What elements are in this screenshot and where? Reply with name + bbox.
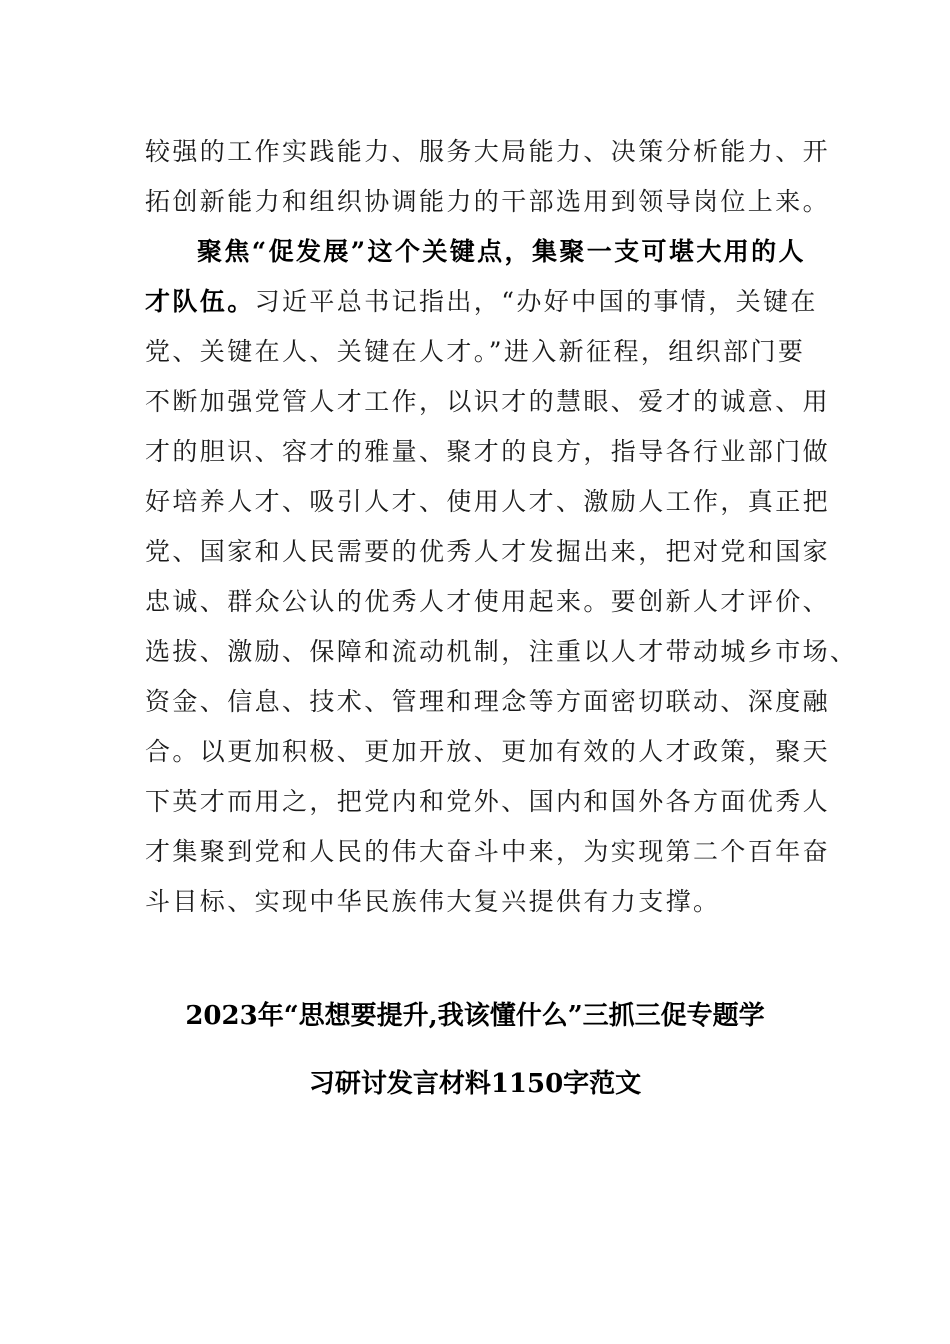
paragraph-line: 选拔、激励、保障和流动机制，注重以人才带动城乡市场、 (145, 637, 858, 666)
paragraph-line: 斗目标、实现中华民族伟大复兴提供有力支撑。 (145, 887, 721, 916)
paragraph-line: 才集聚到党和人民的伟大奋斗中来，为实现第二个百年奋 (145, 837, 831, 866)
paragraph-line: 党、国家和人民需要的优秀人才发掘出来，把对党和国家 (145, 537, 831, 566)
paragraph-line: 较强的工作实践能力、服务大局能力、决策分析能力、开 (145, 137, 831, 166)
paragraph-line: 资金、信息、技术、管理和理念等方面密切联动、深度融 (145, 687, 831, 716)
paragraph-line (145, 277, 825, 327)
paragraph-text: 习近平总书记指出，“办好中国的事情，关键在 (254, 287, 818, 316)
paragraph-line: 下英才而用之，把党内和党外、国内和国外各方面优秀人 (145, 787, 831, 816)
paragraph-line: 好培养人才、吸引人才、使用人才、激励人工作，真正把 (145, 487, 831, 516)
paragraph-line: 拓创新能力和组织协调能力的干部选用到领导岗位上来。 (145, 187, 831, 216)
document-title-line-2: 习研讨发言材料1150字范文 (308, 1069, 642, 1099)
section-heading: 聚焦“促发展”这个关键点，集聚一支可堪大用的人 (197, 237, 806, 266)
paragraph-line: 不断加强党管人才工作，以识才的慧眼、爱才的诚意、用 (145, 387, 831, 416)
body-text (145, 127, 858, 927)
paragraph-line: 忠诚、群众公认的优秀人才使用起来。要创新人才评价、 (145, 587, 831, 616)
paragraph-line: 合。以更加积极、更加开放、更加有效的人才政策，聚天 (145, 737, 831, 766)
document-title-line-1: 2023年“思想要提升,我该懂什么”三抓三促专题学 (185, 1001, 765, 1031)
section-heading-end: 才队伍。 (145, 287, 255, 316)
paragraph-line: 党、关键在人、关键在人才。”进入新征程，组织部门要 (145, 337, 806, 366)
paragraph-line: 才的胆识、容才的雅量、聚才的良方，指导各行业部门做 (145, 437, 831, 466)
